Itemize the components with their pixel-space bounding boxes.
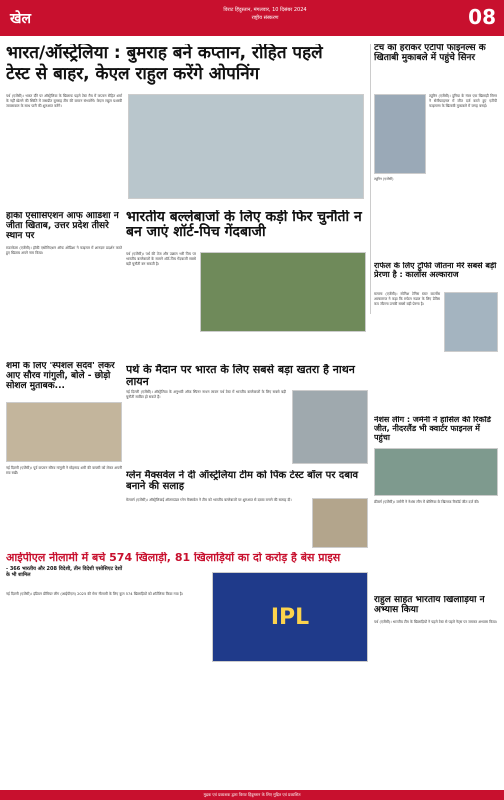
lyon-story — [126, 364, 368, 464]
masthead-meta — [150, 6, 380, 22]
shami-headline: शमी के लिए 'स्पेशल सदैव' लेकर आए सौरव गांगुली, बोले - छोड़ो सोशल मुताबक... — [6, 362, 115, 391]
pitch-photo — [200, 252, 366, 332]
hockey-story — [6, 212, 122, 362]
lyon-photo — [292, 390, 368, 464]
footer: मुद्रक एवं प्रकाशक द्वारा विराट हिंदुस्तान के लिए मुद्रित एवं प्रकाशित — [0, 790, 504, 800]
shami-body: नई दिल्ली (एजेंसी)। पूर्व कप्तान सौरव गांगुली ने मोहम्मद शमी की वापसी को लेकर अपनी राय रखी। — [6, 466, 122, 475]
football-photo — [374, 448, 498, 496]
hockey-headline: हॉकी एसोसिएशन ऑफ ओडिशा ने जीता खिताब, उत्तर प्रदेश तीसरे स्थान पर — [6, 212, 119, 241]
main-headline-line2: टेस्ट से बाहर, केएल राहुल करेंगे ओपनिंग — [6, 63, 260, 84]
sinner-caption: ट्यूरिन (एजेंसी) — [374, 177, 394, 181]
batsmen-body: पर्थ (एजेंसी)। पर्थ की तेज और उछाल भरी पिच पर भारतीय बल्लेबाजों के सामने शॉर्ट-पिच गेंदबाजी सबसे बड़ी चुनौती बन सकती है। — [126, 252, 196, 266]
shami-photo — [6, 402, 122, 462]
main-story — [6, 44, 366, 204]
section-title: खेल — [10, 11, 31, 27]
hockey-body: राउरकेला (एजेंसी)। हॉकी एसोसिएशन ऑफ ओडिशा ने फाइनल में शानदार प्रदर्शन करते हुए खिताब अपने नाम किया। — [6, 245, 122, 255]
rahul-headline: राहुल सहित भारतीय खिलाड़ियों ने अभ्यास किया — [374, 596, 485, 615]
ipl-photo — [212, 572, 368, 662]
maxwell-body: मेलबर्न (एजेंसी)। ऑस्ट्रेलियाई ऑलराउंडर ग्लेन मैक्सवेल ने टीम को भारतीय बल्लेबाजों पर शुरुआत से दबाव बनाने की सलाह दी। — [126, 498, 292, 502]
rafael-headline: राफेल के लिए ट्रॉफी जीतना मेरे सबसे बड़ी प्रेरणा है : कार्लोस अल्काराज — [374, 262, 497, 279]
ipl-story — [6, 552, 368, 668]
rafael-body: मलागा (एजेंसी)। स्पेनिश टेनिस स्टार कार्लोस अल्काराज ने कहा कि राफेल नडाल के लिए डेविस कप जीतना उनकी सबसे बड़ी प्रेरणा है। — [374, 292, 440, 306]
edition-label: राष्ट्रीय संस्करण — [251, 15, 279, 21]
sinner-story — [374, 44, 498, 254]
batsmen-headline: भारतीय बल्लेबाजों के लिए कड़ी फिर चुनौती न बन जाएं शॉर्ट-पिच गेंदबाजी — [126, 210, 362, 241]
alcaraz-photo — [444, 292, 498, 352]
main-body: पर्थ (एजेंसी)। भारत दौरे पर ऑस्ट्रेलिया के खिलाफ पहले टेस्ट मैच में कप्तान रोहित शर्मा के नहीं खेलने की स्थिति में जसप्रीत बुमराह टीम की कमान संभालेंगे। केएल राहुल यशस्वी जायसवाल के साथ पारी की शुरुआत करेंगे। — [6, 94, 122, 108]
divider — [370, 44, 371, 314]
lyon-headline: पर्थ के मैदान पर भारत के लिए सबसे बड़ा खतरा है नाथन लायन — [126, 364, 355, 389]
page-number: 08 — [468, 5, 496, 29]
sinner-body: ट्यूरिन (एजेंसी)। दुनिया के नंबर एक खिलाड़ी सिनर ने सेमीफाइनल में जीत दर्ज करते हुए एटीपी फाइनल्स के खिताबी मुकाबले में जगह बनाई। — [429, 94, 497, 108]
shami-story — [6, 362, 122, 522]
maxwell-headline: ग्लेन मैक्सवेल ने दी ऑस्ट्रेलिया टीम को पिंक टेस्ट बॉल पर दबाव बनाने की सलाह — [126, 470, 359, 492]
main-headline-line1: भारत/ऑस्ट्रेलिया : बुमराह बने कप्तान, रोहित पहले — [6, 44, 323, 63]
batsmen-story — [126, 210, 368, 360]
sinner-headline: टच को हराकर एटीपी फाइनल्स के खिताबी मुकाबले में पहुंचे सिनर — [374, 44, 486, 63]
ipl-logo-text: IPL — [270, 604, 310, 630]
sinner-photo — [374, 94, 426, 174]
main-photo — [128, 94, 364, 199]
maxwell-photo — [312, 498, 368, 548]
nations-headline: नेशंस लीग : जर्मनी ने हासिल की रिकॉर्ड जीत, नीदरलैंड भी क्वार्टर फाइनल में पहुंचा — [374, 416, 491, 442]
lyon-body: नई दिल्ली (एजेंसी)। ऑस्ट्रेलिया के अनुभवी ऑफ स्पिनर नाथन लायन पर्थ टेस्ट में भारतीय बल्लेबाजों के लिए सबसे बड़ी चुनौती साबित हो सकते हैं। — [126, 390, 286, 399]
rahul-body: पर्थ (एजेंसी)। भारतीय टीम के खिलाड़ियों ने पहले टेस्ट से पहले नेट्स पर जमकर अभ्यास किया। — [374, 619, 498, 624]
rahul-story — [374, 596, 498, 786]
nations-story — [374, 416, 498, 496]
maxwell-story — [126, 470, 368, 550]
masthead-bar — [0, 0, 504, 36]
rafael-story — [374, 262, 498, 412]
nations-body: फ्रीबर्ग (एजेंसी)। जर्मनी ने नेशंस लीग में बोस्निया के खिलाफ रिकॉर्ड जीत दर्ज की। — [374, 500, 480, 504]
issue-date: विराट हिंदुस्तान, मंगलवार, 10 दिसंबर 2024 — [223, 7, 307, 13]
ipl-headline: आईपीएल नीलामी में बचे 574 खिलाड़ी, 81 खिलाड़ियों का दो करोड़ है बेस प्राइस — [6, 552, 341, 564]
ipl-body: नई दिल्ली (एजेंसी)। इंडियन प्रीमियर लीग (आईपीएल) 2025 की मेगा नीलामी के लिए कुल 574 खिलाड़ियों को शॉर्टलिस्ट किया गया है। — [6, 592, 184, 596]
ipl-subhead: - 366 भारतीय और 208 विदेशी, तीन विदेशी एसोसिएट देशों के भी शामिल — [6, 566, 123, 578]
